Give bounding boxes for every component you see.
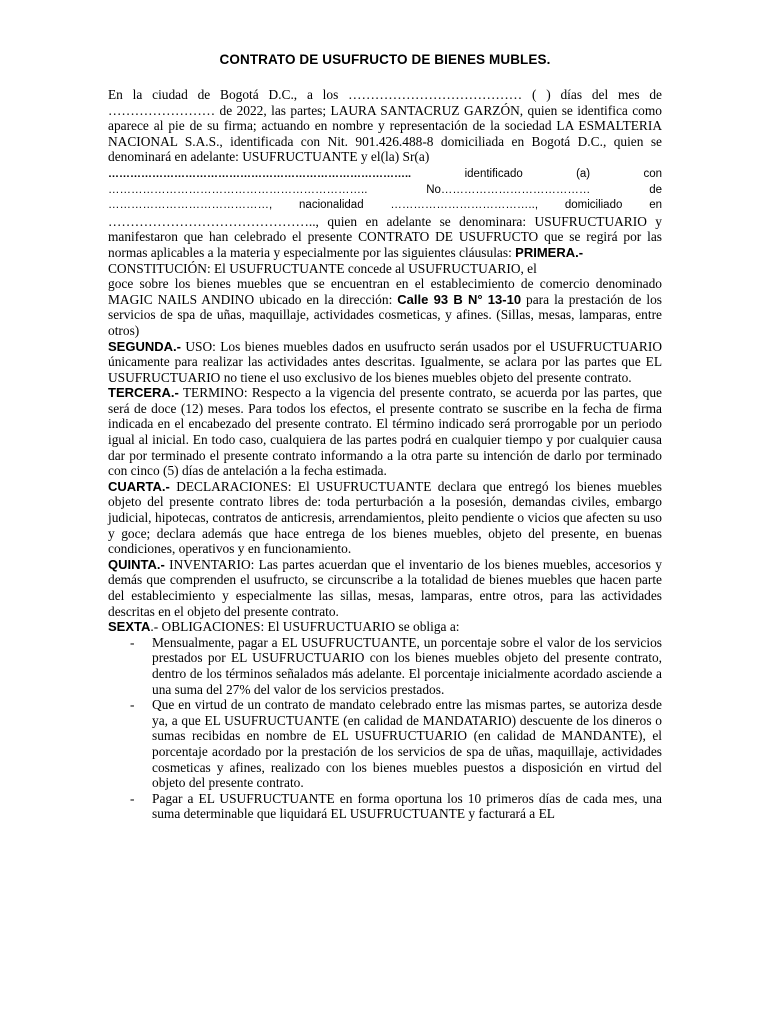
intro-line-1: En la ciudad de Bogotá D.C., a los ………………………………… ( ) días del mes de: [108, 87, 662, 102]
clause-tercera-text: TERMINO: Respecto a la vigencia del presente contrato, se acuerda por las partes, que será de doce (12) meses. Para todos los efectos, el presente contrato se suscribe en la fecha de firma indicada en el encabezado del presente contrato. El término indicado será prorrogable por un periodo igual al inicial. En todo caso, cualquiera de las partes podrá en cualquier tiempo y por cualquier causa dar por terminado el presente contrato informando a la otra parte su intención de darlo por terminado con cinco (5) días de antelación a la fecha estimada.: [108, 385, 662, 479]
intro-closing: [108, 214, 662, 261]
clause-primera-address: Calle 93 B N° 13-10: [397, 291, 522, 307]
intro-dots: ………………………………………………………………………..: [108, 167, 412, 180]
bullet-dash: -: [130, 697, 135, 713]
clause-primera-line-1: CONSTITUCIÓN: El USUFRUCTUANTE concede al USUFRUCTUARIO, el: [108, 260, 537, 276]
clause-quinta-label: QUINTA.-: [108, 556, 165, 572]
list-item: [108, 635, 662, 697]
intro-paragraph: …………………… de 2022, las partes; LAURA SANTACRUZ GARZÓN, quien se identifica como aparece al pie de su firma; actuando en nombre y representación de la sociedad LA ESMALTERIA NACIONAL S.A.S., identificada con Nit. 901.426.488-8 domiciliada en Bogotá D.C., quien se denominará en adelante: USUFRUCTUANTE y el(la) Sr(a): [108, 102, 662, 165]
intro-closing-text: ……………………………………….., quien en adelante se denominara: USUFRUCTUARIO y manifestaron que han celebrado el presente CONTRATO DE USUFRUCTO que se regirá por las normas aplicables a la materia y especialmente por las siguientes cláusulas:: [108, 213, 662, 260]
clause-primera-text-b: para la prestación de los servicios de spa de uñas, maquillaje, actividades cosmeticas, y afines. (Sillas, mesas, lamparas, entre otros): [108, 291, 662, 338]
list-item-text: Pagar a EL USUFRUCTUANTE en forma oportuna los 10 primeros días de cada mes, una suma determinable que liquidará EL USUFRUCTUANTE y facturará a EL: [152, 790, 662, 822]
intro-identificado: identificado (a) con: [464, 167, 662, 180]
clause-segunda-text: USO: Los bienes muebles dados en usufructo serán usados por el USUFRUCTUARIO únicamente para realizar las actividades antes descritas. Igualmente, se aclara por las partes que EL USUFRUCTUARIO no tiene el uso exclusivo de los bienes muebles objeto del presente contrato.: [108, 338, 662, 385]
clause-tercera-label: TERCERA.-: [108, 385, 179, 401]
intro-line-3: [108, 165, 662, 183]
clause-primera-body: [108, 276, 662, 338]
clause-segunda: [108, 339, 662, 386]
list-item: [108, 697, 662, 791]
clause-quinta-text: INVENTARIO: Las partes acuerdan que el inventario de los bienes muebles, accesorios y demás que comprenden el usufructo, se circunscribe a la totalidad de bienes muebles que hacen parte del establecimiento y especialmente las sillas, mesas, lamparas, entre otros, para las actividades descritas en el objeto del presente contrato.: [108, 556, 662, 619]
intro-line-5: ……………………………………, nacionalidad ……………………………….., domiciliado en: [108, 199, 662, 212]
clause-sexta-text: .- OBLIGACIONES: El USUFRUCTUARIO se obliga a:: [150, 619, 460, 635]
document-title: CONTRATO DE USUFRUCTO DE BIENES MUBLES.: [219, 52, 551, 67]
bullet-dash: -: [130, 790, 135, 806]
clause-primera-text-a: goce sobre los bienes muebles que se encuentran en el establecimiento de comercio denominado MAGIC NAILS ANDINO ubicado en la dirección:: [108, 276, 662, 307]
bullet-dash: -: [130, 634, 135, 650]
list-item-text: Mensualmente, pagar a EL USUFRUCTUANTE, un porcentaje sobre el valor de los servicios prestados por EL USUFRUCTUARIO con los bienes muebles objeto del presente contrato, dentro de los términos señalados más adelante. El porcentaje inicialmente acordado asciende a una suma del 27% del valor de los servicios prestados.: [152, 634, 662, 697]
clause-quinta: [108, 557, 662, 619]
clause-segunda-label: SEGUNDA.-: [108, 338, 181, 354]
clause-sexta: [108, 619, 662, 635]
intro-line-4: ………………………………………………………….. No………………………………… de: [108, 183, 662, 196]
obligations-list: [108, 635, 662, 822]
list-item-text: Que en virtud de un contrato de mandato celebrado entre las mismas partes, se autoriza desde ya, a que EL USUFRUCTUANTE (en calidad de MANDATARIO) descuente de los dineros o sumas recibidas en nombre de EL USUFRUCTUARIO (en calidad de MANDANTE), el porcentaje acordado por la prestación de los servicios de spa de uñas, maquillaje, actividades cosmeticas y afines, realizado con los bienes muebles puestos a disposición en virtud del objeto del presente contrato.: [152, 697, 662, 791]
clause-cuarta: [108, 479, 662, 557]
clause-cuarta-text: DECLARACIONES: El USUFRUCTUANTE declara que entregó los bienes muebles objeto del presente contrato libres de: toda perturbación a la posesión, demandas civiles, embargo judicial, hipotecas, contratos de anticresis, arrendamientos, pleito pendiente o vicios que afecten su uso y goce; declara además que hace entrega de los bienes muebles, objeto del presente, en buenas condiciones, operativos y en funcionamiento.: [108, 478, 662, 557]
clause-sexta-label: SEXTA: [108, 619, 151, 635]
list-item: [108, 791, 662, 822]
clause-primera-label: PRIMERA.-: [515, 244, 584, 260]
clause-tercera: [108, 385, 662, 479]
clause-cuarta-label: CUARTA.-: [108, 478, 170, 494]
